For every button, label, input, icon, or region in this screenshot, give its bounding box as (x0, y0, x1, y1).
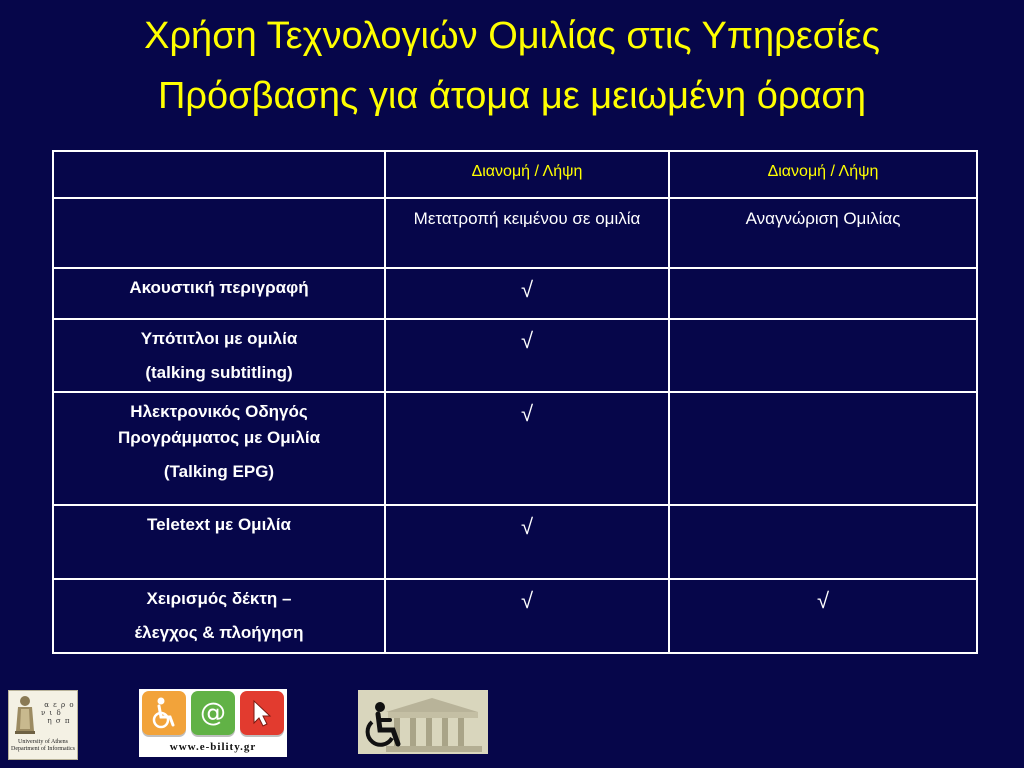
row-label-receiver-control (53, 579, 385, 653)
check-cell-asr (669, 268, 977, 319)
header-cell-distribution-tts: Διανομή / Λήψη (385, 151, 669, 198)
university-caption: University of Athens Department of Informatics (11, 739, 75, 752)
table-row (53, 392, 977, 505)
check-cell-tts: √ (385, 319, 669, 392)
slide-title-line-2: Πρόσβασης για άτομα με μειωμένη όραση (157, 75, 867, 117)
cursor-arrow-icon (240, 691, 284, 735)
university-of-athens-logo (8, 690, 78, 760)
subheader-cell-empty (53, 198, 385, 268)
check-cell-tts: √ (385, 505, 669, 579)
table-subheader-row (53, 198, 977, 268)
table-row (53, 579, 977, 653)
check-cell-tts: √ (385, 268, 669, 319)
row-label-text: Teletext με Ομιλία (147, 515, 291, 534)
ebility-url: www.e-bility.gr (139, 738, 287, 756)
wheelchair-icon (142, 691, 186, 735)
row-label-text: (Talking EPG) (163, 462, 275, 481)
check-cell-tts: √ (385, 579, 669, 653)
table-row (53, 319, 977, 392)
header-cell-distribution-asr: Διανομή / Λήψη (669, 151, 977, 198)
table-row (53, 268, 977, 319)
row-label-text: Ακουστική περιγραφή (129, 278, 309, 297)
at-sign-icon: @ (191, 691, 235, 735)
table-header-row (53, 151, 977, 198)
greek-letters-decoration: α ε ρ ο ν ι δ η σ π (41, 701, 75, 725)
check-cell-asr (669, 392, 977, 505)
row-label-talking-epg (53, 392, 385, 505)
services-table (52, 150, 978, 654)
subheader-cell-asr: Αναγνώριση Ομιλίας (669, 198, 977, 268)
header-cell-empty (53, 151, 385, 198)
athena-statue-icon (12, 695, 38, 735)
row-label-text: Προγράμματος με Ομιλία (117, 428, 321, 447)
row-label-audio-description (53, 268, 385, 319)
subheader-cell-tts: Μετατροπή κειμένου σε ομιλία (385, 198, 669, 268)
row-label-talking-subtitling (53, 319, 385, 392)
table-row (53, 505, 977, 579)
wheelchair-icon (360, 700, 406, 750)
row-label-text: (talking subtitling) (145, 363, 293, 382)
check-cell-asr: √ (669, 579, 977, 653)
accessibility-logo (358, 690, 488, 754)
check-cell-tts: √ (385, 392, 669, 505)
slide-title (0, 6, 1024, 126)
row-label-text: Υπότιτλοι με ομιλία (140, 329, 298, 348)
row-label-text: Ηλεκτρονικός Οδηγός (130, 402, 308, 421)
row-label-text: έλεγχος & πλοήγηση (134, 623, 304, 642)
slide-title-line-1: Χρήση Τεχνολογιών Ομιλίας στις Υπηρεσίες (144, 15, 880, 57)
row-label-talking-teletext (53, 505, 385, 579)
check-cell-asr (669, 505, 977, 579)
ebility-logo (139, 689, 287, 757)
row-label-text: Χειρισμός δέκτη – (146, 589, 292, 608)
check-cell-asr (669, 319, 977, 392)
